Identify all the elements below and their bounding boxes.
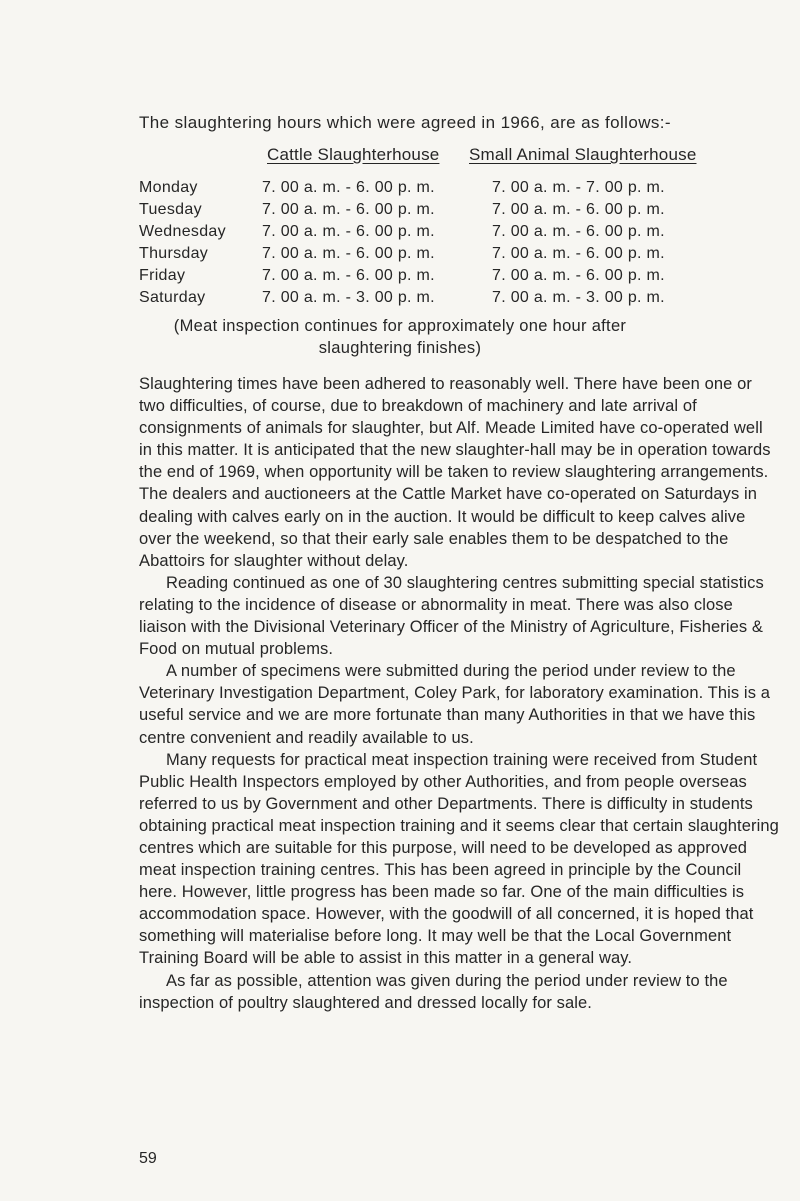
cattle-hours: 7. 00 a. m. - 6. 00 p. m. — [262, 201, 435, 218]
day-label: Tuesday — [139, 201, 202, 218]
day-label: Wednesday — [139, 223, 226, 240]
meat-inspection-note-continued: slaughtering finishes) — [318, 339, 482, 357]
cattle-hours: 7. 00 a. m. - 6. 00 p. m. — [262, 223, 435, 240]
paragraph: Slaughtering times have been adhered to reasonably well. There have been one or two difficulties, of course, due to breakdown of machinery and late arrival of consignments of animals for slaughter, but Alf. Meade Limited have co-operated well in this matter. It is anticipated that the new slaughter-hall may be in operation towards the end of 1969, when opportunity will be taken to review slaughtering arrangements. The dealers and auctioneers at the Cattle Market have co-operated on Saturdays in dealing with calves early on in the auction. It would be difficult to keep calves alive over the weekend, so that their early sale enables them to be despatched to the Abattoirs for slaughter without delay. — [139, 375, 771, 570]
small-animal-hours: 7. 00 a. m. - 6. 00 p. m. — [492, 267, 665, 284]
paragraph: A number of specimens were submitted during the period under review to the Veterinary Investigation Department, Coley Park, for laboratory examination. This is a useful service and we are more fortunate than many Authorities in that we have this centre convenient and readily available to us. — [139, 662, 771, 747]
page-number: 59 — [139, 1150, 157, 1167]
day-label: Thursday — [139, 245, 209, 262]
small-animal-hours: 7. 00 a. m. - 6. 00 p. m. — [492, 245, 665, 262]
schedule-row — [0, 245, 800, 267]
small-animal-hours: 7. 00 a. m. - 3. 00 p. m. — [492, 289, 665, 306]
column-header-cattle: Cattle Slaughterhouse — [267, 145, 440, 164]
paragraph: Reading continued as one of 30 slaughtering centres submitting special statistics relating to the incidence of disease or abnormality in meat. There was also close liaison with the Divisional Veterinary Officer of the Ministry of Agriculture, Fisheries & Food on mutual problems. — [139, 573, 764, 659]
small-animal-hours: 7. 00 a. m. - 6. 00 p. m. — [492, 201, 665, 218]
day-label: Monday — [139, 179, 198, 196]
day-label: Saturday — [139, 289, 206, 306]
column-header-small-animal: Small Animal Slaughterhouse — [469, 145, 697, 164]
cattle-hours: 7. 00 a. m. - 6. 00 p. m. — [262, 179, 435, 196]
cattle-hours: 7. 00 a. m. - 6. 00 p. m. — [262, 267, 435, 284]
cattle-hours: 7. 00 a. m. - 3. 00 p. m. — [262, 289, 435, 306]
small-animal-hours: 7. 00 a. m. - 6. 00 p. m. — [492, 223, 665, 240]
schedule-row — [0, 179, 800, 201]
paragraph: As far as possible, attention was given during the period under review to the inspection of poultry slaughtered and dressed locally for sale. — [139, 971, 728, 1012]
schedule-row — [0, 223, 800, 245]
paragraph: Many requests for practical meat inspection training were received from Student Public Health Inspectors employed by other Authorities, and from people overseas referred to us by Government and other Departments. There is difficulty in students obtaining practical meat inspection training and it seems clear that certain slaughtering centres which are suitable for this purpose, will need to be developed as approved meat inspection training centres. This has been agreed in principle by the Council here. However, little progress has been made so far. One of the main difficulties is accommodation space. However, with the goodwill of all concerned, it is hoped that something will materialise before long. It may well be that the Local Government Training Board will be able to assist in this matter in a general way. — [139, 750, 779, 968]
intro-text: The slaughtering hours which were agreed in 1966, are as follows:- — [139, 113, 671, 132]
schedule-row — [0, 289, 800, 311]
schedule-row — [0, 201, 800, 223]
schedule-row — [0, 267, 800, 289]
small-animal-hours: 7. 00 a. m. - 7. 00 p. m. — [492, 179, 665, 196]
body-text — [139, 373, 779, 1014]
cattle-hours: 7. 00 a. m. - 6. 00 p. m. — [262, 245, 435, 262]
meat-inspection-note: (Meat inspection continues for approximately one hour after — [173, 317, 627, 335]
day-label: Friday — [139, 267, 186, 284]
